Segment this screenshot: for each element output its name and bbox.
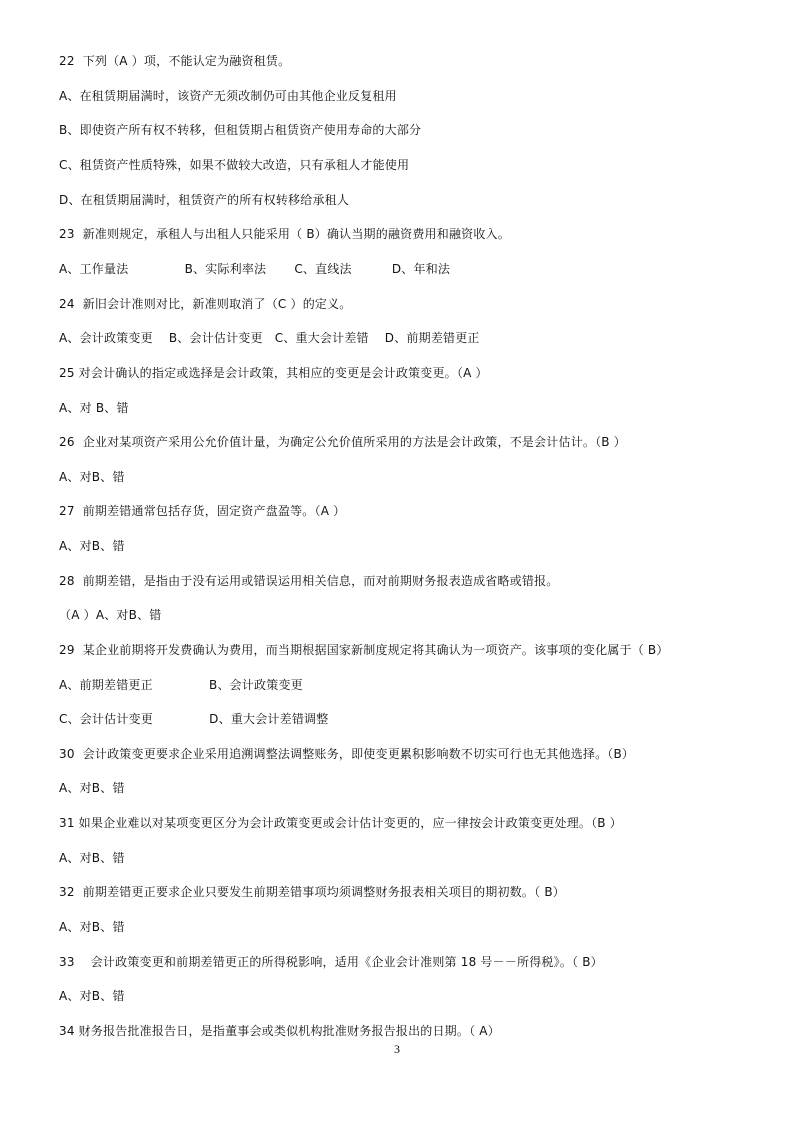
question-33: 33 会计政策变更和前期差错更正的所得税影响，适用《企业会计准则第 18 号－－所得税》。（ B） (59, 955, 603, 969)
question-32-options: A、对B、错 (59, 920, 125, 934)
question-29-options-ab: A、前期差错更正 B、会计政策变更 (59, 678, 303, 692)
question-26: 26 企业对某项资产采用公允价值计量，为确定公允价值所采用的方法是会计政策，不是会计估计。（B ） (59, 435, 626, 449)
question-33-options: A、对B、错 (59, 989, 125, 1003)
question-28: 28 前期差错，是指由于没有运用或错误运用相关信息，而对前期财务报表造成省略或错报。 (59, 574, 559, 588)
question-22-option-a: A、在租赁期届满时，该资产无须改制仍可由其他企业反复租用 (59, 89, 397, 103)
question-26-options: A、对B、错 (59, 470, 125, 484)
question-23: 23 新准则规定，承租人与出租人只能采用（ B）确认当期的融资费用和融资收入。 (59, 227, 510, 241)
question-23-options: A、工作量法 B、实际利率法 C、直线法 D、年和法 (59, 262, 451, 276)
question-22: 22 下列（A ）项，不能认定为融资租赁。 (59, 54, 291, 68)
question-24-options: A、会计政策变更 B、会计估计变更 C、重大会计差错 D、前期差错更正 (59, 331, 480, 345)
question-22-option-b: B、即使资产所有权不转移，但租赁期占租赁资产使用寿命的大部分 (59, 123, 422, 137)
question-22-option-c: C、租赁资产性质特殊，如果不做较大改造，只有承租人才能使用 (59, 158, 410, 172)
question-28-options: （A ）A、对B、错 (59, 608, 162, 622)
question-22-option-d: D、在租赁期届满时，租赁资产的所有权转移给承租人 (59, 193, 350, 207)
question-30: 30 会计政策变更要求企业采用追溯调整法调整账务，即使变更累积影响数不切实可行也无其他选择。（B） (59, 747, 635, 761)
question-30-options: A、对B、错 (59, 781, 125, 795)
question-25-options: A、对 B、错 (59, 401, 129, 415)
page-number: 3 (394, 1042, 400, 1056)
question-34: 34 财务报告批准报告日，是指董事会或类似机构批准财务报告报出的日期。（ A） (59, 1024, 500, 1038)
question-24: 24 新旧会计准则对比，新准则取消了（C ）的定义。 (59, 297, 352, 311)
question-27: 27 前期差错通常包括存货，固定资产盘盈等。（A ） (59, 504, 346, 518)
question-31: 31 如果企业难以对某项变更区分为会计政策变更或会计估计变更的，应一律按会计政策变更处理。（B ） (59, 816, 622, 830)
question-29: 29 某企业前期将开发费确认为费用，而当期根据国家新制度规定将其确认为一项资产。该事项的变化属于（ B） (59, 643, 669, 657)
question-32: 32 前期差错更正要求企业只要发生前期差错事项均须调整财务报表相关项目的期初数。（ B） (59, 885, 565, 899)
question-31-options: A、对B、错 (59, 851, 125, 865)
question-29-options-cd: C、会计估计变更 D、重大会计差错调整 (59, 712, 329, 726)
question-25: 25 对会计确认的指定或选择是会计政策，其相应的变更是会计政策变更。（A ） (59, 366, 488, 380)
question-27-options: A、对B、错 (59, 539, 125, 553)
